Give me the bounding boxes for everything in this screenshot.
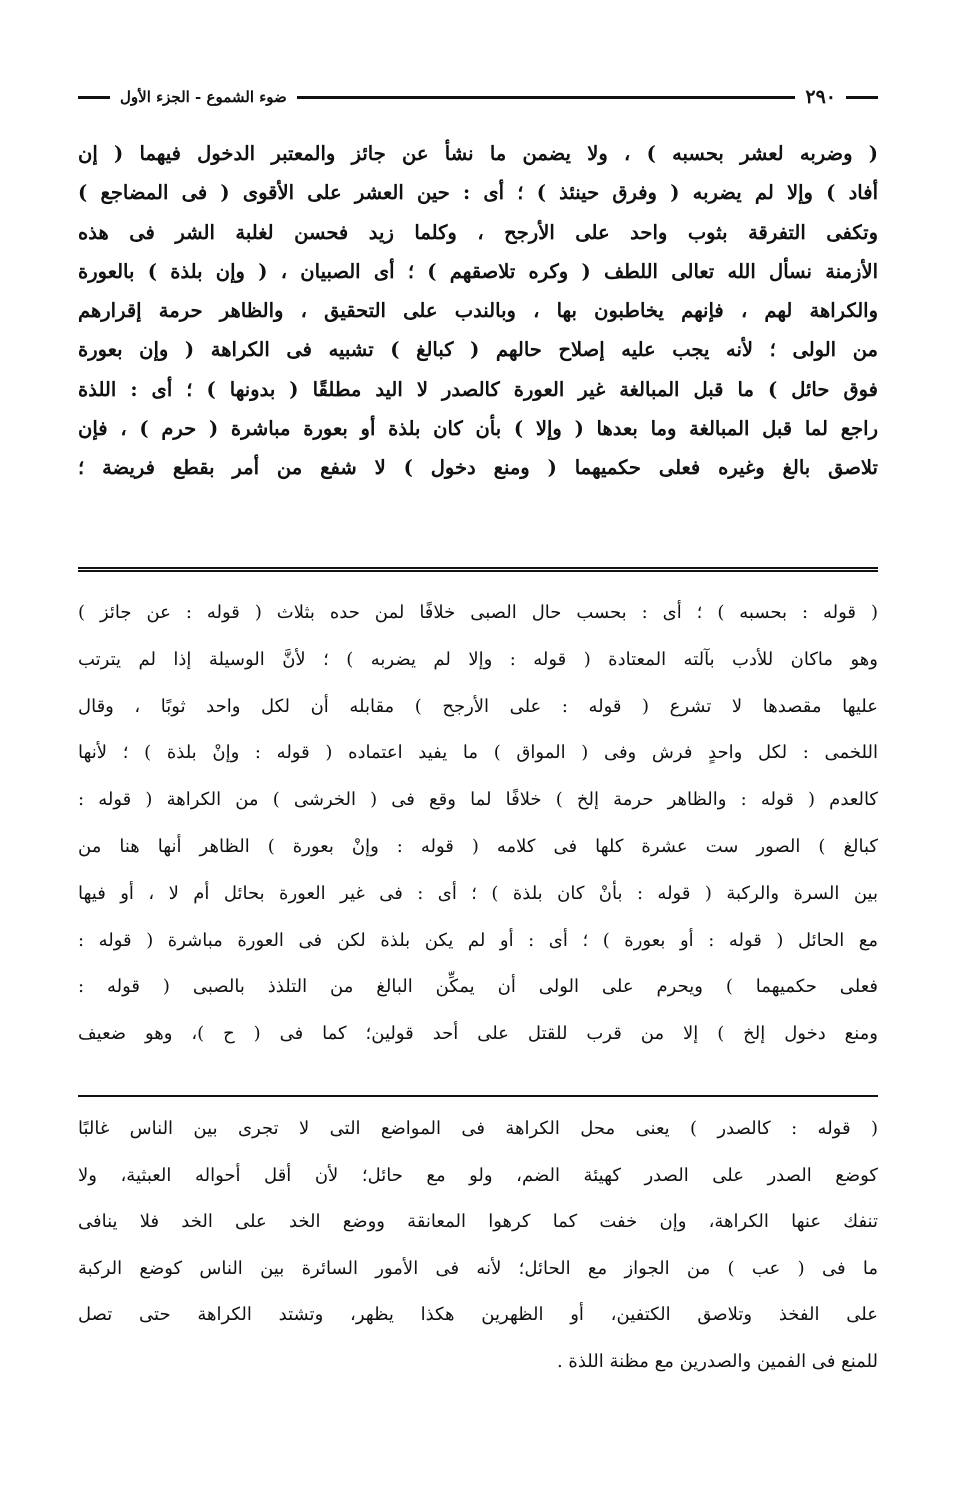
commentary-line: اللخمى : لكل واحدٍ فرش وفى ( المواق ) ما يفيد اعتماده ( قوله : وإنْ بلذة ) ؛ لأنها — [78, 742, 878, 764]
commentary-first — [78, 590, 878, 1058]
main-line: الأزمنة نسأل الله تعالى اللطف ( وكره تلاصقهم ) ؛ أى الصبيان ، ( وإن بلذة ) بالعورة — [78, 259, 878, 283]
commentary-line: كالعدم ( قوله : والظاهر حرمة إلخ ) خلافًا لما وقع فى ( الخرشى ) من الكراهة ( قوله : — [78, 789, 878, 811]
commentary-line: عليها مقصدها لا تشرع ( قوله : على الأرجح ) مقابله أن لكل واحد ثوبًا ، وقال — [78, 695, 878, 717]
commentary-line: بين السرة والركبة ( قوله : بأنْ كان بلذة ) ؛ أى : فى غير العورة بحائل أم لا ، أو فيها — [78, 882, 878, 904]
header-rule-end — [78, 96, 110, 99]
main-line: أفاد ) وإلا لم يضربه ( وفرق حينئذ ) ؛ أى : حين العشر على الأقوى ( فى المضاجع ) — [78, 181, 878, 205]
main-line: من الولى ؛ لأنه يجب عليه إصلاح حالهم ( كبالغ ) تشبيه فى الكراهة ( وإن بعورة — [78, 338, 878, 362]
header-rule-long — [297, 96, 796, 99]
commentary-line: وهو ماكان للأدب بآلته المعتادة ( قوله : وإلا لم يضربه ) ؛ لأنَّ الوسيلة إذا لم يترتب — [78, 648, 878, 670]
commentary-line: ( قوله : كالصدر ) يعنى محل الكراهة فى المواضع التى لا تجرى بين الناس غالبًا — [78, 1118, 878, 1139]
commentary-line: للمنع فى الفمين والصدرين مع مظنة اللذة . — [556, 1350, 878, 1372]
commentary-line: مع الحائل ( قوله : أو بعورة ) ؛ أى : أو لم يكن بلذة لكن فى العورة مباشرة ( قوله : — [78, 929, 878, 951]
page-number: ٢٩٠ — [805, 86, 836, 108]
main-line: فوق حائل ) ما قبل المبالغة غير العورة كالصدر لا اليد مطلقًا ( بدونها ) ؛ أى : اللذة — [78, 377, 878, 401]
commentary-line: على الفخذ وتلاصق الكتفين، أو الظهرين هكذا يظهر، وتشتد الكراهة حتى تصل — [78, 1304, 878, 1325]
commentary-line: فعلى حكميهما ) ويحرم على الولى أن يمكِّن البالغ من التلذذ بالصبى ( قوله : — [78, 976, 878, 998]
commentary-line: ( قوله : بحسبه ) ؛ أى : بحسب حال الصبى خلافًا لمن حده بثلاث ( قوله : عن جائز ) — [78, 602, 878, 623]
main-line: والكراهة لهم ، فإنهم يخاطبون بها ، وبالندب على التحقيق ، والظاهر حرمة إقرارهم — [78, 299, 878, 323]
commentary-line: تنفك عنها الكراهة، وإن خفت كما كرهوا المعانقة ووضع الخد على الخد فلا ينافى — [78, 1211, 878, 1232]
main-line: راجع لما قبل المبالغة وما بعدها ( وإلا ) بأن كان بلذة أو بعورة مباشرة ( حرم ) ، فإن — [78, 417, 878, 441]
running-title: ضوء الشموع - الجزء الأول — [120, 88, 287, 106]
commentary-line: كبالغ ) الصور ست عشرة كلها فى كلامه ( قوله : وإنْ بعورة ) الظاهر أنها هنا من — [78, 835, 878, 857]
header-rule-short — [846, 96, 878, 99]
commentary-second — [78, 1106, 878, 1385]
main-text — [78, 134, 878, 488]
main-line: ( وضربه لعشر بحسبه ) ، ولا يضمن ما نشأ عن جائز والمعتبر الدخول فيهما ( إن — [78, 142, 878, 165]
page-header — [78, 82, 878, 112]
commentary-line: كوضع الصدر على الصدر كهيئة الضم، ولو مع حائل؛ لأن أقل أحواله العبثية، ولا — [78, 1164, 878, 1186]
single-separator — [78, 1095, 878, 1097]
main-line: تلاصق بالغ وغيره فعلى حكميهما ( ومنع دخول ) لا شفع من أمر بقطع فريضة ؛ — [78, 456, 878, 480]
main-line: وتكفى التفرقة بثوب واحد على الأرجح ، وكلما زيد فحسن لغلبة الشر فى هذه — [78, 220, 878, 244]
commentary-line: ما فى ( عب ) من الجواز مع الحائل؛ لأنه فى الأمور السائرة بين الناس كوضع الركبة — [78, 1257, 878, 1279]
double-separator — [78, 567, 878, 572]
commentary-line: ومنع دخول إلخ ) إلا من قرب للقتل على أحد قولين؛ كما فى ( ح )، وهو ضعيف — [78, 1023, 878, 1045]
